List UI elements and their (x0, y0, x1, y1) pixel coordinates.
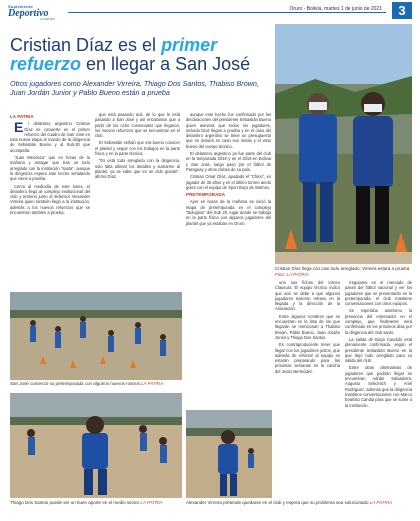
paragraph: Se esperaba asimismo la presencia del entrenador en el complejo, que finalmente será confirmado en los próximos días por la dirigencia del club santo. (345, 308, 412, 335)
caption-credit: LA PATRIA (369, 500, 392, 505)
caption-credit: Foto: LA PATRIA (275, 271, 309, 277)
photo-training-field (10, 292, 182, 380)
paragraph: Cristian Omar Díaz, apodado el “Chino”, es jugador de 30 años y en el último torneo anotó goles con el equipo de Sport Boys de Warnes. (186, 174, 271, 190)
paragraph: Cerca al mediodía de este lunes, el delantero llegó al complejo institucional del club y entrenó junto al defensor Alexander Virreira quien también llegó a la institución, además a los nuevos refuerzos que se encuentran también a prueba. (10, 183, 90, 216)
column-2 (95, 112, 180, 287)
paragraph: aunque este hecho fue confirmado por las declaraciones del presidente Sebastián Bueno quien asevera que todos los jugadores, incluido Díaz llegan a prueba y en el caso del delantero argentino se tiene un presupuesto que se incluirá en caso sus metas y el visto bueno del cuerpo técnico. (186, 112, 271, 149)
headline-accent: primer (161, 35, 218, 55)
paragraph: que está pasando acá, de lo que le está pasando a San José y así encaramos que a partir de los ocho convocados que llegaron, los nuevos refuerzos que se encuentran en el club. (95, 112, 180, 139)
photo-caption (10, 381, 185, 387)
paragraph: El Sebastián señaló que era bueno conocer el plantel y seguir con los trabajos en la parte física y en la parte técnica. (95, 140, 180, 157)
paragraph: Entre otras alternativas de jugadores que podrían llegar se encuentran Adrián Salvatierra, Augusto Seleznich y Ariel Rodríguez, además que la dirigencia mantiene conversaciones con Marco Evaristo Candia para que se sume a la institución. (345, 365, 412, 408)
photo-thiago-dos-santos (10, 393, 182, 498)
paragraph: rregulares en el mercado de pases del fútbol nacional y ver los jugadores que se presentarán en la pretemporada, el club mantiene conversaciones con otros equipos. (345, 280, 412, 307)
section-logo: Deportivo (8, 8, 49, 19)
paragraph: Ayer en horas de la mañana se inició la etapa de pretemporada en el complejo “Bolognini” del Sub 20, lugar donde se trabajó en la parte física con algunos jugadores del plantel que ya estaban en Oruro. (186, 199, 271, 226)
paragraph: El delantero argentino ya fue parte del club en la temporada 2018 y en el 2019 en Bolivia y San José, luego pasó por el fútbol de Paraguay y otros clubes de su país. (186, 151, 271, 172)
caption-credit: LA PATRIA (140, 500, 163, 505)
photo-caption (10, 500, 185, 506)
dateline: Oruro - Bolivia, martes 1 de junio de 2021 (289, 6, 382, 12)
headline-part: Cristian Díaz es el (10, 35, 162, 55)
newspaper-label: LA PATRIA (40, 17, 55, 21)
column-4 (275, 280, 340, 505)
paragraph: Es contraproducente tener que llegar con los jugadores justos, que además de reforzar al equipo se estarán preparando para las próximas semanas en la cancha del Jesús Bermúdez. (275, 342, 340, 374)
headline (10, 36, 260, 74)
page-number: 3 (392, 2, 412, 19)
caption-text: Thiago Dos Santos puede ser un buen aporte en el medio sector (10, 500, 140, 505)
supplement-label: Suplemento (8, 4, 33, 9)
caption-text: Cristian Díaz llega con casi todo arreglado; Virreira estará a prueba (275, 266, 410, 271)
byline: LA PATRIA (10, 114, 34, 119)
column-1 (10, 112, 90, 292)
paragraph: “Juan Mendoza” que en horas de la mañana y amagar que tras un todo arreglado con la institución “santa”, aunque la dirigencia espera este hecho señalando que viene a prueba. (10, 155, 90, 182)
column-5 (345, 280, 412, 480)
headline-accent: refuerzo (10, 54, 82, 74)
caption-text: Alexander Virreira pretende quedarse en el club y espera que su problema sea solucionado (186, 500, 369, 505)
section-heading: PRETEMPORADA (186, 192, 226, 198)
paragraph: una sus fichas del torneo Clausura. El equipo técnico indicó que aún se debe a que algunos jugadores tuvieron retraso en la llegada y la dirección de la Asociación. (275, 280, 340, 312)
headline-part: en llegar a San José (81, 54, 251, 74)
photo-alexander-virreira (186, 410, 272, 498)
paragraph: “Es está todo arreglado con la dirigencia, solo falta ultimar los detalles y sumarme al plantel, ya se sabe que es un club grande”, afirmó Díaz. (95, 158, 180, 180)
caption-text: San José comenzó su pretemporada con algunos nuevos rostros (10, 381, 140, 386)
paragraph: E l delantero argentino Cristian Díaz se convierte en el primer refuerzo del cuadro de San José en esta nueva etapa al mando de la dirigencia de Sebastián Bueno y al Sub-30 que acompaña. (10, 119, 90, 153)
paragraph: Entre algunos nombres que se encuentran en la lista de los que llegarán se mencionan a Thabiso Brown, Pablo Bueno, Juan Jordán Junior y Thiago Dos Santos. (275, 313, 340, 340)
page-header (8, 4, 412, 20)
deck: Otros jugadores como Alexander Virreira, Thiago Dos Santos, Thabiso Brown, Juan Jordán Junior y Pablo Bueno están a prueba (10, 79, 259, 97)
caption-credit: LA PATRIA (141, 381, 164, 386)
paragraph: La salida de Borja Candidó está plenamente confirmada, según el presidente Sebastián Bueno en la que dejó todo arreglado para su salida del club. (345, 336, 412, 364)
header-rule (68, 12, 386, 13)
photo-caption (186, 500, 414, 506)
photo-caption (275, 266, 415, 277)
photo-players-arrival (275, 24, 412, 264)
